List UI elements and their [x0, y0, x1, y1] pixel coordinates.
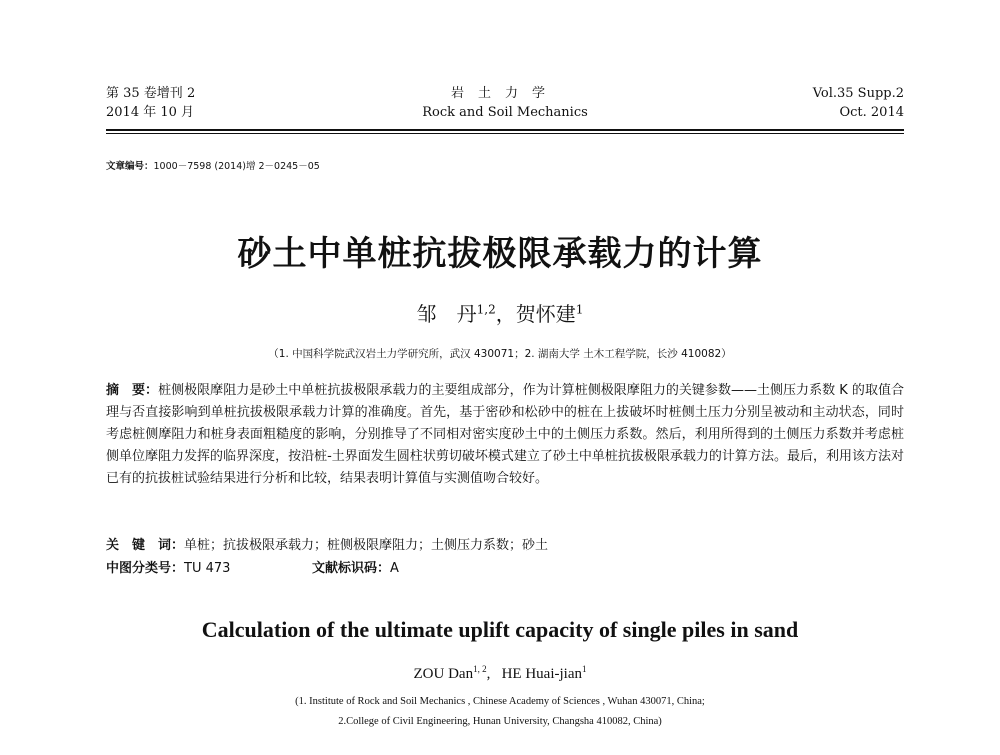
header-rule-thin	[106, 133, 904, 134]
volume-info-en	[813, 84, 904, 122]
author-1-cn: 邹 丹	[416, 302, 477, 326]
abstract-label: 摘 要：	[106, 383, 159, 398]
author-separator-en: ,	[486, 666, 491, 682]
affiliation-en-line2: 2.College of Civil Engineering, Hunan University, Changsha 410082, China)	[338, 716, 662, 727]
journal-name-cn: 岩土力学	[450, 86, 559, 101]
authors-cn	[0, 298, 1000, 327]
clc-value: TU 473	[184, 561, 231, 576]
journal-name	[106, 84, 904, 122]
author-1-en: ZOU Dan	[413, 666, 474, 682]
author-2-en: HE Huai-jian	[501, 666, 582, 682]
article-number	[106, 158, 320, 172]
keywords-text: 单桩；抗拔极限承载力；桩侧极限摩阻力；土侧压力系数；砂土	[184, 538, 549, 553]
article-number-value: 1000－7598 (2014)增 2－0245－05	[153, 161, 320, 172]
publication-date-cn: 2014 年 10 月	[106, 105, 195, 120]
journal-name-en: Rock and Soil Mechanics	[422, 105, 588, 120]
author-1-cn-affil: 1,2	[476, 302, 496, 317]
document-code-value: A	[390, 561, 399, 576]
abstract-text: 桩侧极限摩阻力是砂土中单桩抗拔极限承载力的主要组成部分，作为计算桩侧极限摩阻力的关键参数——土侧压力系数 K 的取值合理与否直接影响到单桩抗拔极限承载力计算的准确度。首先，基于密砂和松砂中的桩在上拔破坏时桩侧土压力分别呈被动和主动状态，同时考虑桩侧摩阻力和桩身表面粗糙度的影响，分别推导了不同相对密实度砂土中的土侧压力系数。然后，利用所得到的土侧压力系数并考虑桩侧单位摩阻力发挥的临界深度，按沿桩-土界面发生圆柱状剪切破坏模式建立了砂土中单桩抗拔极限承载力的计算方法。最后，利用该方法对已有的抗拔桩试验结果进行分析和比较，结果表明计算值与实测值吻合较好。	[106, 383, 904, 486]
affiliation-cn: （1. 中国科学院武汉岩土力学研究所，武汉 430071；2. 湖南大学 土木工程学院，长沙 410082）	[268, 348, 732, 360]
volume-supp: Vol.35 Supp.2	[812, 86, 904, 101]
publication-date-en: Oct. 2014	[839, 105, 904, 120]
article-number-label: 文章编号：	[106, 161, 154, 172]
keywords-cn	[106, 534, 548, 553]
clc-label: 中图分类号：	[106, 561, 185, 576]
affiliation-en-line1: (1. Institute of Rock and Soil Mechanics , Chinese Academy of Sciences , Wuhan 430071, China;	[295, 696, 705, 707]
authors-en	[0, 664, 1000, 683]
keywords-label: 关 键 词：	[106, 538, 185, 553]
paper-title-cn: 砂土中单桩抗拔极限承载力的计算	[237, 234, 763, 274]
paper-title-en: Calculation of the ultimate uplift capacity of single piles in sand	[201, 617, 799, 642]
header-rule-thick	[106, 129, 904, 131]
author-separator-cn: ，	[495, 302, 516, 326]
document-code	[312, 557, 399, 576]
volume-issue: 第 35 卷增刊 2	[106, 86, 196, 101]
author-2-en-affil: 1	[581, 664, 587, 674]
author-2-cn: 贺怀建	[515, 302, 576, 326]
author-2-cn-affil: 1	[575, 302, 584, 317]
classification-line	[106, 557, 904, 576]
journal-header	[106, 84, 904, 124]
abstract-cn	[106, 380, 904, 490]
affiliation-en	[0, 692, 1000, 732]
document-code-label: 文献标识码：	[312, 561, 391, 576]
author-1-en-affil: 1, 2	[473, 664, 487, 674]
